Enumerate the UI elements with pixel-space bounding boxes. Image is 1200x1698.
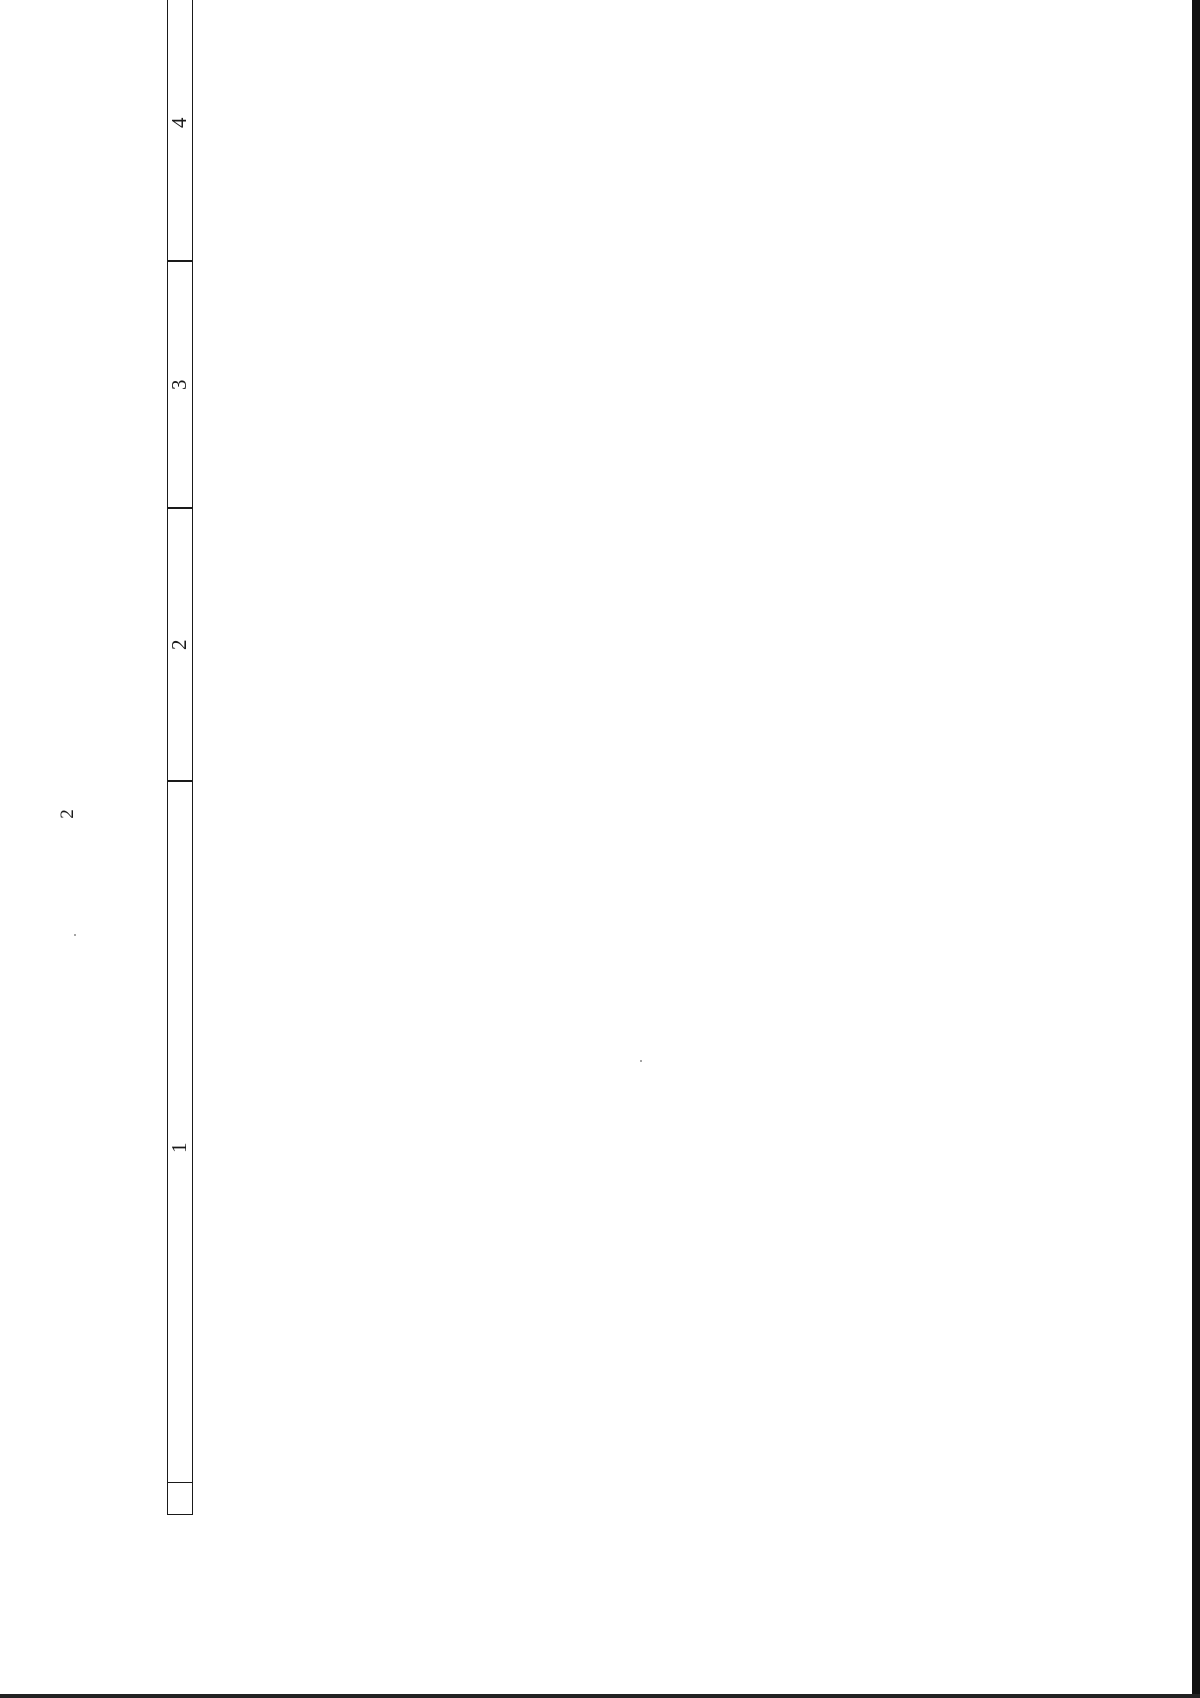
header-cell-1: 1 <box>167 781 193 1516</box>
scan-border-bottom <box>0 1694 1200 1698</box>
header-cell-4: 4 <box>167 0 193 262</box>
header-divider <box>167 1483 193 1516</box>
scan-speck <box>74 934 76 936</box>
rotated-table-container <box>167 0 1200 1515</box>
header-cell-2: 2 <box>167 508 193 783</box>
header-cell-3: 3 <box>167 261 193 510</box>
page-number: 2 <box>57 809 78 819</box>
